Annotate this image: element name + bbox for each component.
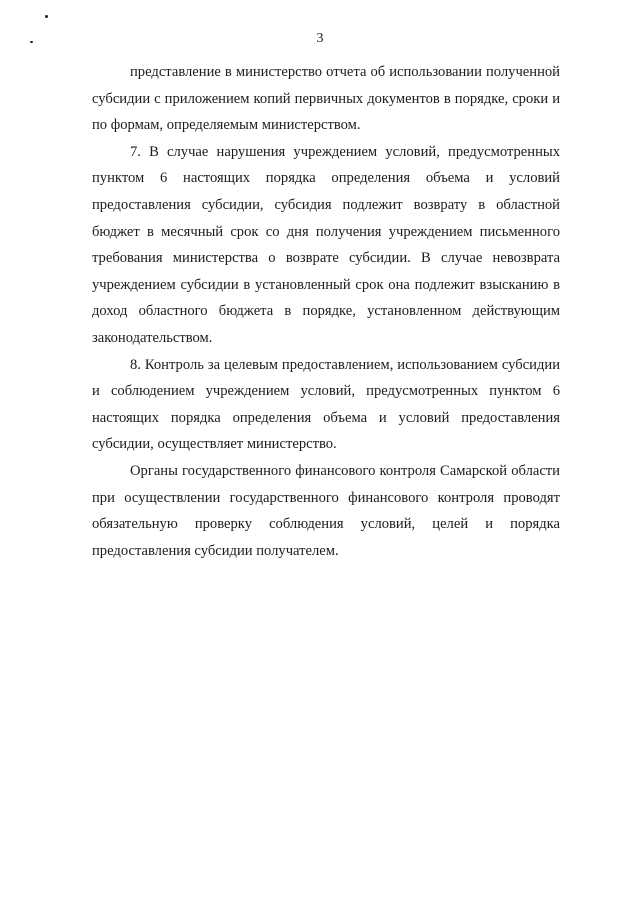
paragraph-continuation: представление в министерство отчета об использовании полученной субсидии с приложением копий первичных документов в порядке, сроки и по формам, определяемым министерством. [92, 64, 560, 134]
paragraph-item-8: 8. Контроль за целевым предоставлением, использованием субсидии и соблюдением учреждением условий, предусмотренных пунктом 6 настоящих порядка определения объема и условий предоставления субсидии, осуществляет министерство. [92, 356, 560, 453]
page-number: 3 [316, 31, 324, 46]
document-body [92, 59, 560, 564]
scan-speck [45, 15, 48, 18]
paragraph-item-7: 7. В случае нарушения учреждением условий, предусмотренных пунктом 6 настоящих порядка определения объема и условий предоставления субсидии, субсидия подлежит возврату в областной бюджет в месячный срок со дня получения учреждением письменного требования министерства о возврате субсидии. В случае невозврата учреждением субсидии в установленный срок она подлежит взысканию в доход областного бюджета в порядке, установленном действующим законодательством. [92, 143, 560, 346]
paragraph-financial-control: Органы государственного финансового контроля Самарской области при осуществлении государственного финансового контроля проводят обязательную проверку соблюдения условий, целей и порядка предоставления субсидии получателем. [92, 462, 560, 559]
